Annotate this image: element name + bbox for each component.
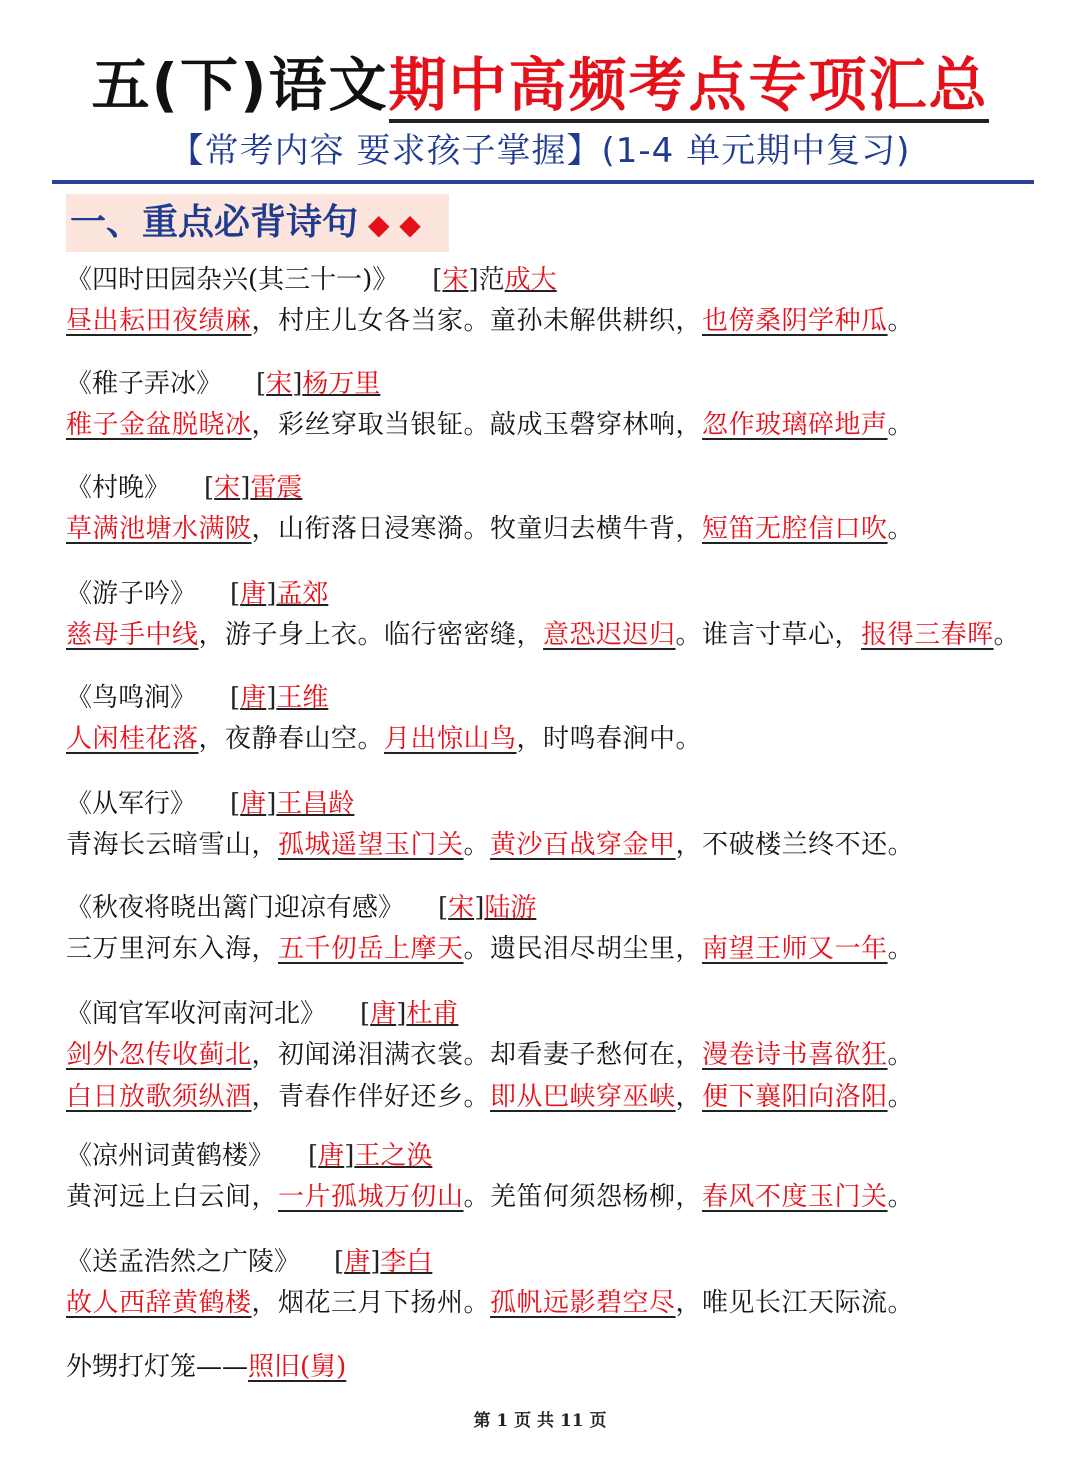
poem-block	[66, 888, 1026, 970]
poem-text: ，不破楼兰终不还。	[675, 830, 915, 860]
poem-dynasty-author: [唐]王维	[230, 683, 329, 713]
key-phrase: 稚子金盆脱晓冰	[66, 410, 252, 440]
poem-text: ，夜静春山空。	[198, 724, 385, 754]
poem-title: 《游子吟》	[66, 579, 197, 609]
poem-text: 。	[993, 620, 1021, 650]
poem-author: 王维	[276, 683, 329, 713]
key-phrase: 月出惊山鸟	[384, 724, 517, 754]
poem-text: ，游子身上衣。临行密密缝，	[198, 620, 544, 650]
poem-line	[66, 614, 1026, 656]
poem-author: 王之涣	[354, 1141, 433, 1171]
poem-text: ，唯见长江天际流。	[675, 1288, 915, 1318]
poem-block	[66, 468, 1026, 550]
poem-header	[66, 1242, 1026, 1282]
poem-dynasty: 唐	[370, 999, 397, 1029]
key-phrase: 故人西辞黄鹤楼	[66, 1288, 252, 1318]
riddle-answer: 照旧(舅)	[248, 1352, 347, 1382]
poem-text: 黄河远上白云间，	[66, 1182, 279, 1212]
riddle-question: 外甥打灯笼——	[66, 1352, 249, 1382]
key-phrase: 一片孤城万仞山	[278, 1182, 464, 1212]
poem-dynasty: 宋	[214, 473, 241, 503]
poem-line	[66, 824, 1026, 866]
key-phrase: 五千仞岳上摩天	[278, 934, 464, 964]
poem-dynasty-author: [唐]王之涣	[308, 1141, 433, 1171]
poem-line	[66, 508, 1026, 550]
poem-header	[66, 678, 1026, 718]
key-phrase: 也傍桑阴学种瓜	[702, 306, 888, 336]
poem-author: 王昌龄	[276, 789, 355, 819]
poem-block	[66, 1136, 1026, 1218]
poem-title: 《从军行》	[66, 789, 197, 819]
poem-title: 《村晚》	[66, 473, 171, 503]
poem-text: 。遗民泪尽胡尘里，	[463, 934, 703, 964]
key-phrase: 慈母手中线	[66, 620, 199, 650]
poem-author: 雷震	[250, 473, 303, 503]
poem-text: 。谁言寸草心，	[675, 620, 862, 650]
poem-dynasty-author: [唐]杜甫	[360, 999, 459, 1029]
poem-author: 成大	[504, 265, 557, 295]
poem-text: ，山衔落日浸寒漪。牧童归去横牛背，	[251, 514, 703, 544]
poem-line	[66, 1034, 1026, 1076]
poem-dynasty: 宋	[448, 893, 475, 923]
poem-dynasty: 唐	[240, 789, 267, 819]
title-black: 五(下)语文	[91, 51, 389, 119]
title-red: 期中高频考点专项汇总	[389, 51, 989, 123]
poem-author-plain: 范	[478, 265, 505, 295]
page-footer: 第 1 页 共 11 页	[473, 1411, 607, 1431]
poem-text: 。	[887, 1182, 915, 1212]
poem-header	[66, 260, 1026, 300]
poem-line	[66, 718, 1026, 760]
key-phrase: 孤帆远影碧空尽	[490, 1288, 676, 1318]
poem-dynasty: 宋	[266, 369, 293, 399]
poem-block	[66, 1242, 1026, 1324]
poem-block	[66, 994, 1026, 1118]
poem-text: ，	[675, 1082, 703, 1112]
poem-text: 青海长云暗雪山，	[66, 830, 279, 860]
poem-title: 《鸟鸣涧》	[66, 683, 197, 713]
poem-text: ，初闻涕泪满衣裳。却看妻子愁何在，	[251, 1040, 703, 1070]
poem-header	[66, 1136, 1026, 1176]
poem-author: 李白	[380, 1247, 433, 1277]
poem-title: 《四时田园杂兴(其三十一)》	[66, 265, 399, 295]
riddle	[66, 1346, 346, 1388]
poem-author: 杜甫	[406, 999, 459, 1029]
key-phrase: 忽作玻璃碎地声	[702, 410, 888, 440]
poem-line	[66, 404, 1026, 446]
header-divider	[52, 180, 1034, 184]
section-heading-text: 一、重点必背诗句	[70, 202, 359, 243]
key-phrase: 人闲桂花落	[66, 724, 199, 754]
poem-dynasty: 唐	[240, 683, 267, 713]
section-heading	[66, 194, 449, 252]
poem-text: ，时鸣春涧中。	[516, 724, 703, 754]
poem-dynasty: 宋	[442, 265, 469, 295]
poem-header	[66, 888, 1026, 928]
key-phrase: 春风不度玉门关	[702, 1182, 888, 1212]
poem-header	[66, 364, 1026, 404]
key-phrase: 即从巴峡穿巫峡	[490, 1082, 676, 1112]
poem-title: 《送孟浩然之广陵》	[66, 1247, 301, 1277]
poem-text: 。	[887, 514, 915, 544]
key-phrase: 便下襄阳向洛阳	[702, 1082, 888, 1112]
key-phrase: 漫卷诗书喜欲狂	[702, 1040, 888, 1070]
poem-title: 《凉州词黄鹤楼》	[66, 1141, 275, 1171]
poem-text: 。	[887, 1082, 915, 1112]
poem-block	[66, 784, 1026, 866]
key-phrase: 白日放歌须纵酒	[66, 1082, 252, 1112]
key-phrase: 南望王师又一年	[702, 934, 888, 964]
poem-text: 。羌笛何须怨杨柳，	[463, 1182, 703, 1212]
diamond-icon: ◆ ◆	[368, 208, 421, 241]
poem-text: ，烟花三月下扬州。	[251, 1288, 491, 1318]
poem-dynasty: 唐	[318, 1141, 345, 1171]
poem-line	[66, 928, 1026, 970]
poem-dynasty-author: [宋]陆游	[438, 893, 537, 923]
poem-dynasty-author: [宋]杨万里	[256, 369, 381, 399]
poem-header	[66, 574, 1026, 614]
key-phrase: 孤城遥望玉门关	[278, 830, 464, 860]
key-phrase: 黄沙百战穿金甲	[490, 830, 676, 860]
key-phrase: 草满池塘水满陂	[66, 514, 252, 544]
key-phrase: 剑外忽传收蓟北	[66, 1040, 252, 1070]
poem-line	[66, 1282, 1026, 1324]
poem-header	[66, 784, 1026, 824]
poem-author: 陆游	[484, 893, 537, 923]
poem-author: 孟郊	[276, 579, 329, 609]
poem-header	[66, 468, 1026, 508]
poem-author: 杨万里	[302, 369, 381, 399]
poem-dynasty-author: [唐]王昌龄	[230, 789, 355, 819]
poem-dynasty-author: [宋]雷震	[204, 473, 303, 503]
poem-dynasty-author: [宋]范成大	[432, 265, 557, 295]
poem-text: ，彩丝穿取当银钲。敲成玉磬穿林响，	[251, 410, 703, 440]
poem-text: 。	[887, 306, 915, 336]
poem-title: 《闻官军收河南河北》	[66, 999, 327, 1029]
poem-block	[66, 260, 1026, 342]
poem-line	[66, 300, 1026, 342]
poem-dynasty: 唐	[240, 579, 267, 609]
poem-text: 。	[887, 410, 915, 440]
poem-text: 。	[463, 830, 491, 860]
key-phrase: 短笛无腔信口吹	[702, 514, 888, 544]
poem-dynasty: 唐	[344, 1247, 371, 1277]
page-title	[0, 48, 1080, 122]
poem-title: 《稚子弄冰》	[66, 369, 223, 399]
key-phrase: 意恐迟迟归	[543, 620, 676, 650]
poem-text: 。	[887, 934, 915, 964]
poem-text: 三万里河东入海，	[66, 934, 279, 964]
poem-text: ，青春作伴好还乡。	[251, 1082, 491, 1112]
poem-dynasty-author: [唐]孟郊	[230, 579, 329, 609]
poem-dynasty-author: [唐]李白	[334, 1247, 433, 1277]
poem-text: ，村庄儿女各当家。童孙未解供耕织，	[251, 306, 703, 336]
poem-block	[66, 678, 1026, 760]
poem-text: 。	[887, 1040, 915, 1070]
poem-block	[66, 574, 1026, 656]
key-phrase: 报得三春晖	[861, 620, 994, 650]
poem-header	[66, 994, 1026, 1034]
poem-line	[66, 1076, 1026, 1118]
key-phrase: 昼出耘田夜绩麻	[66, 306, 252, 336]
page-subtitle: 【常考内容 要求孩子掌握】(1-4 单元期中复习)	[169, 131, 911, 171]
poem-block	[66, 364, 1026, 446]
poem-title: 《秋夜将晓出篱门迎凉有感》	[66, 893, 405, 923]
poem-line	[66, 1176, 1026, 1218]
